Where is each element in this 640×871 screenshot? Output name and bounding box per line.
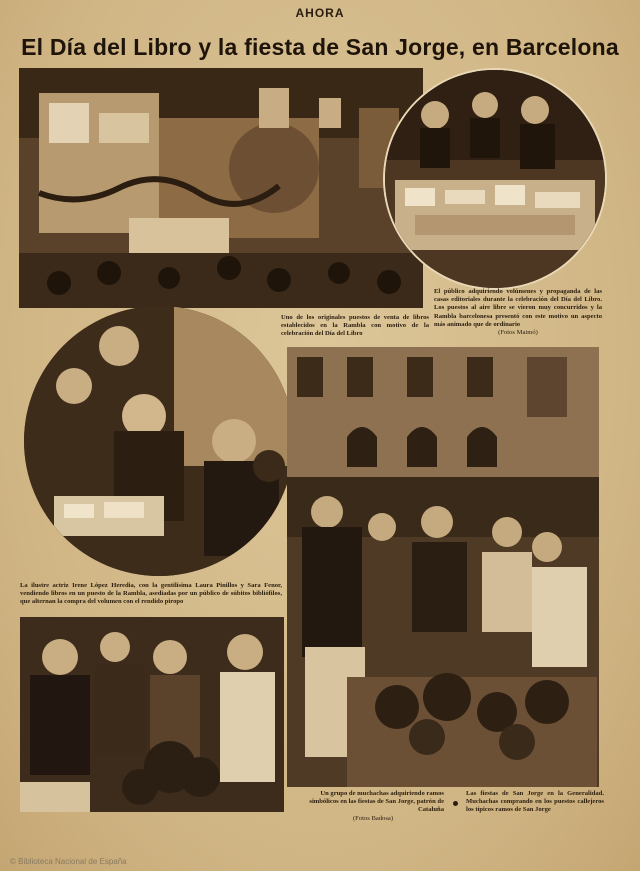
caption-public-credit: (Fotos Maimó) xyxy=(498,329,538,337)
caption-actress: La ilustre actriz Irene López Heredia, con la gentilísima Laura Pinillos y Sara Fenor, vendiendo libros en un puesto de la Rambla, asediadas por un público de súbitos bibliófilos, que alternan la compra del volumen con el rendido piropo xyxy=(20,582,282,606)
watermark: © Biblioteca Nacional de España xyxy=(10,857,127,866)
photo-girls-bouquets xyxy=(20,617,284,812)
photo-public-buying xyxy=(383,68,607,290)
masthead: AHORA xyxy=(295,6,345,20)
photo-book-stall xyxy=(19,68,423,308)
caption-separator-bullet xyxy=(453,801,458,806)
caption-girls-text: Un grupo de muchachas adquiriendo ramos simbólicos en las fiestas de San Jorge, patrón de Cataluña xyxy=(309,790,444,814)
page-headline: El Día del Libro y la fiesta de San Jorge, en Barcelona xyxy=(21,34,619,60)
caption-stall: Uno de los originales puestos de venta de libros establecidos en la Rambla con motivo de la celebración del Día del Libro xyxy=(281,314,429,338)
caption-girls xyxy=(302,790,444,823)
caption-public xyxy=(434,288,602,337)
photo-actress-selling xyxy=(24,306,294,576)
caption-public-text: El público adquiriendo volúmenes y propaganda de las casas editoriales durante la celebración del Día del Libro. Los puestos al aire libre se vieron muy concurridos y la Rambla barcelonesa presentó con este motivo un aspecto más animado que de ordinario xyxy=(434,288,602,328)
caption-girls-credit: (Fotos Badosa) xyxy=(352,814,394,822)
caption-generalidad: Las fiestas de San Jorge en la Generalidad. Muchachas comprando en los puestos callejeros los típicos ramos de San Jorge xyxy=(466,790,604,814)
photo-generalidad-flowers xyxy=(287,347,599,787)
